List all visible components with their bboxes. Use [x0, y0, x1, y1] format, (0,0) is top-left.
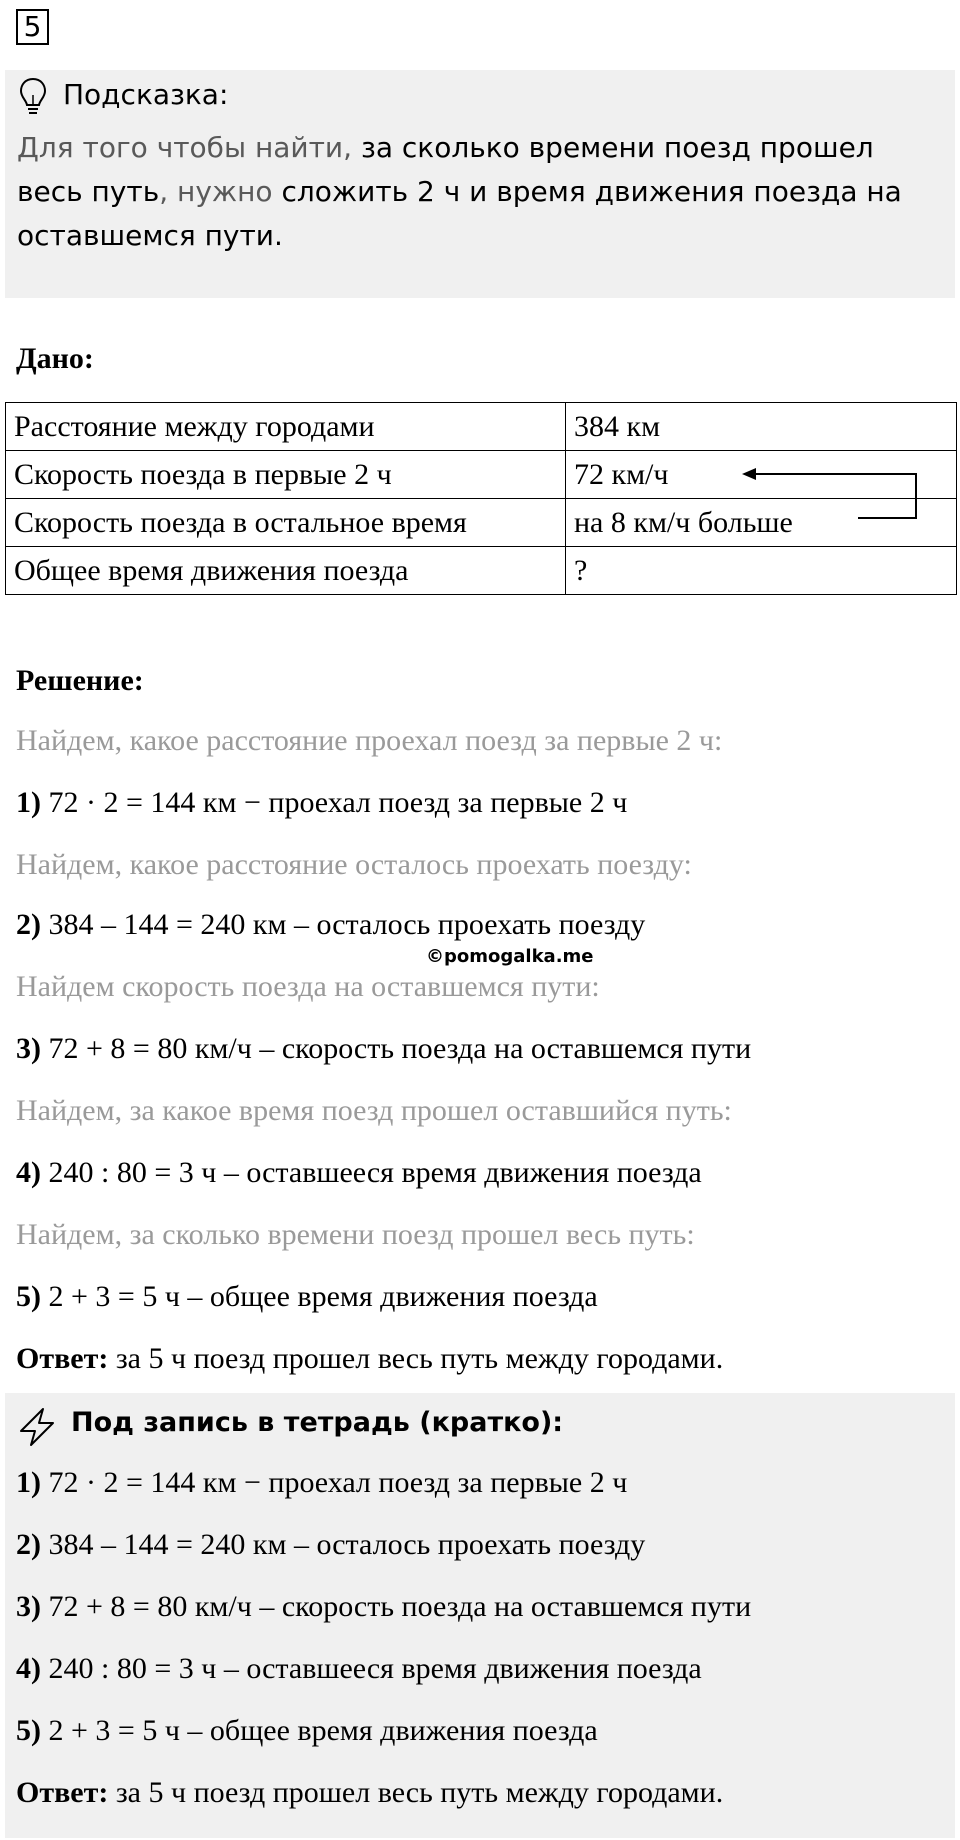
answer-text: за 5 ч поезд прошел весь путь между городами.	[108, 1342, 724, 1375]
step-number: 4)	[16, 1156, 41, 1189]
step-text: 240 : 80 = 3 ч – оставшееся время движения поезда	[41, 1156, 702, 1189]
given-label: Общее время движения поезда	[6, 547, 566, 595]
watermark: ©pomogalka.me	[426, 946, 594, 967]
step-explanation: Найдем скорость поезда на оставшемся пути:	[16, 970, 600, 1003]
given-label: Скорость поезда в первые 2 ч	[6, 451, 566, 499]
lightbulb-icon	[19, 77, 47, 117]
notes-line	[16, 1652, 702, 1686]
step-number: 1)	[16, 1466, 41, 1499]
solution-step	[16, 1280, 598, 1314]
hint-text-part4: сложить 2 ч и время движения поезда на оставшемся пути.	[17, 175, 902, 252]
step-number: 3)	[16, 1590, 41, 1623]
table-row	[6, 547, 957, 595]
answer	[16, 1342, 723, 1376]
step-text: 384 – 144 = 240 км – осталось проехать поезду	[41, 908, 646, 941]
step-text: 2 + 3 = 5 ч – общее время движения поезда	[41, 1714, 598, 1747]
notes-line	[16, 1466, 627, 1500]
step-text: 72 + 8 = 80 км/ч – скорость поезда на оставшемся пути	[41, 1590, 752, 1623]
step-text: 72 + 8 = 80 км/ч – скорость поезда на оставшемся пути	[41, 1032, 752, 1065]
step-explanation: Найдем, за сколько времени поезд прошел весь путь:	[16, 1218, 695, 1251]
hint-box	[5, 70, 955, 298]
step-explanation: Найдем, какое расстояние осталось проехать поезду:	[16, 848, 692, 881]
given-value: 384 км	[566, 403, 957, 451]
hint-text-part3: , нужно	[159, 175, 282, 208]
step-number: 5)	[16, 1280, 41, 1313]
given-heading: Дано:	[16, 342, 94, 375]
step-explanation: Найдем, за какое время поезд прошел оставшийся путь:	[16, 1094, 732, 1127]
given-label: Расстояние между городами	[6, 403, 566, 451]
step-number: 2)	[16, 908, 41, 941]
answer-label: Ответ:	[16, 1776, 109, 1809]
step-explanation: Найдем, какое расстояние проехал поезд за первые 2 ч:	[16, 724, 723, 757]
step-text: 384 – 144 = 240 км – осталось проехать поезду	[41, 1528, 646, 1561]
hint-title: Подсказка:	[63, 78, 229, 111]
solution-step	[16, 1032, 751, 1066]
solution-step	[16, 786, 627, 820]
hint-text-part2: за сколько времени поезд прошел весь путь	[17, 131, 874, 208]
step-number: 4)	[16, 1652, 41, 1685]
notes-title: Под запись в тетрадь (кратко):	[71, 1407, 564, 1438]
hint-text-part1: Для того чтобы найти,	[17, 131, 361, 164]
step-text: 240 : 80 = 3 ч – оставшееся время движения поезда	[41, 1652, 702, 1685]
step-text: 72 · 2 = 144 км − проехал поезд за первые 2 ч	[41, 1466, 628, 1499]
table-row	[6, 403, 957, 451]
answer-text: за 5 ч поезд прошел весь путь между городами.	[108, 1776, 724, 1809]
hint-text	[17, 126, 937, 258]
solution-step	[16, 1156, 702, 1190]
given-value: 72 км/ч	[566, 451, 957, 499]
given-value: ?	[566, 547, 957, 595]
given-label: Скорость поезда в остальное время	[6, 499, 566, 547]
given-value: на 8 км/ч больше	[566, 499, 957, 547]
solution-step	[16, 908, 645, 942]
step-number: 3)	[16, 1032, 41, 1065]
notes-line	[16, 1590, 751, 1624]
relation-arrow-icon	[740, 460, 930, 530]
notes-line	[16, 1714, 598, 1748]
task-number: 5	[16, 9, 49, 45]
step-number: 2)	[16, 1528, 41, 1561]
solution-heading: Решение:	[16, 664, 144, 697]
notes-answer	[16, 1776, 723, 1810]
answer-label: Ответ:	[16, 1342, 109, 1375]
notes-line	[16, 1528, 645, 1562]
step-number: 1)	[16, 786, 41, 819]
step-text: 2 + 3 = 5 ч – общее время движения поезда	[41, 1280, 598, 1313]
lightning-icon	[17, 1407, 57, 1447]
step-number: 5)	[16, 1714, 41, 1747]
step-text: 72 · 2 = 144 км − проехал поезд за первые 2 ч	[41, 786, 628, 819]
